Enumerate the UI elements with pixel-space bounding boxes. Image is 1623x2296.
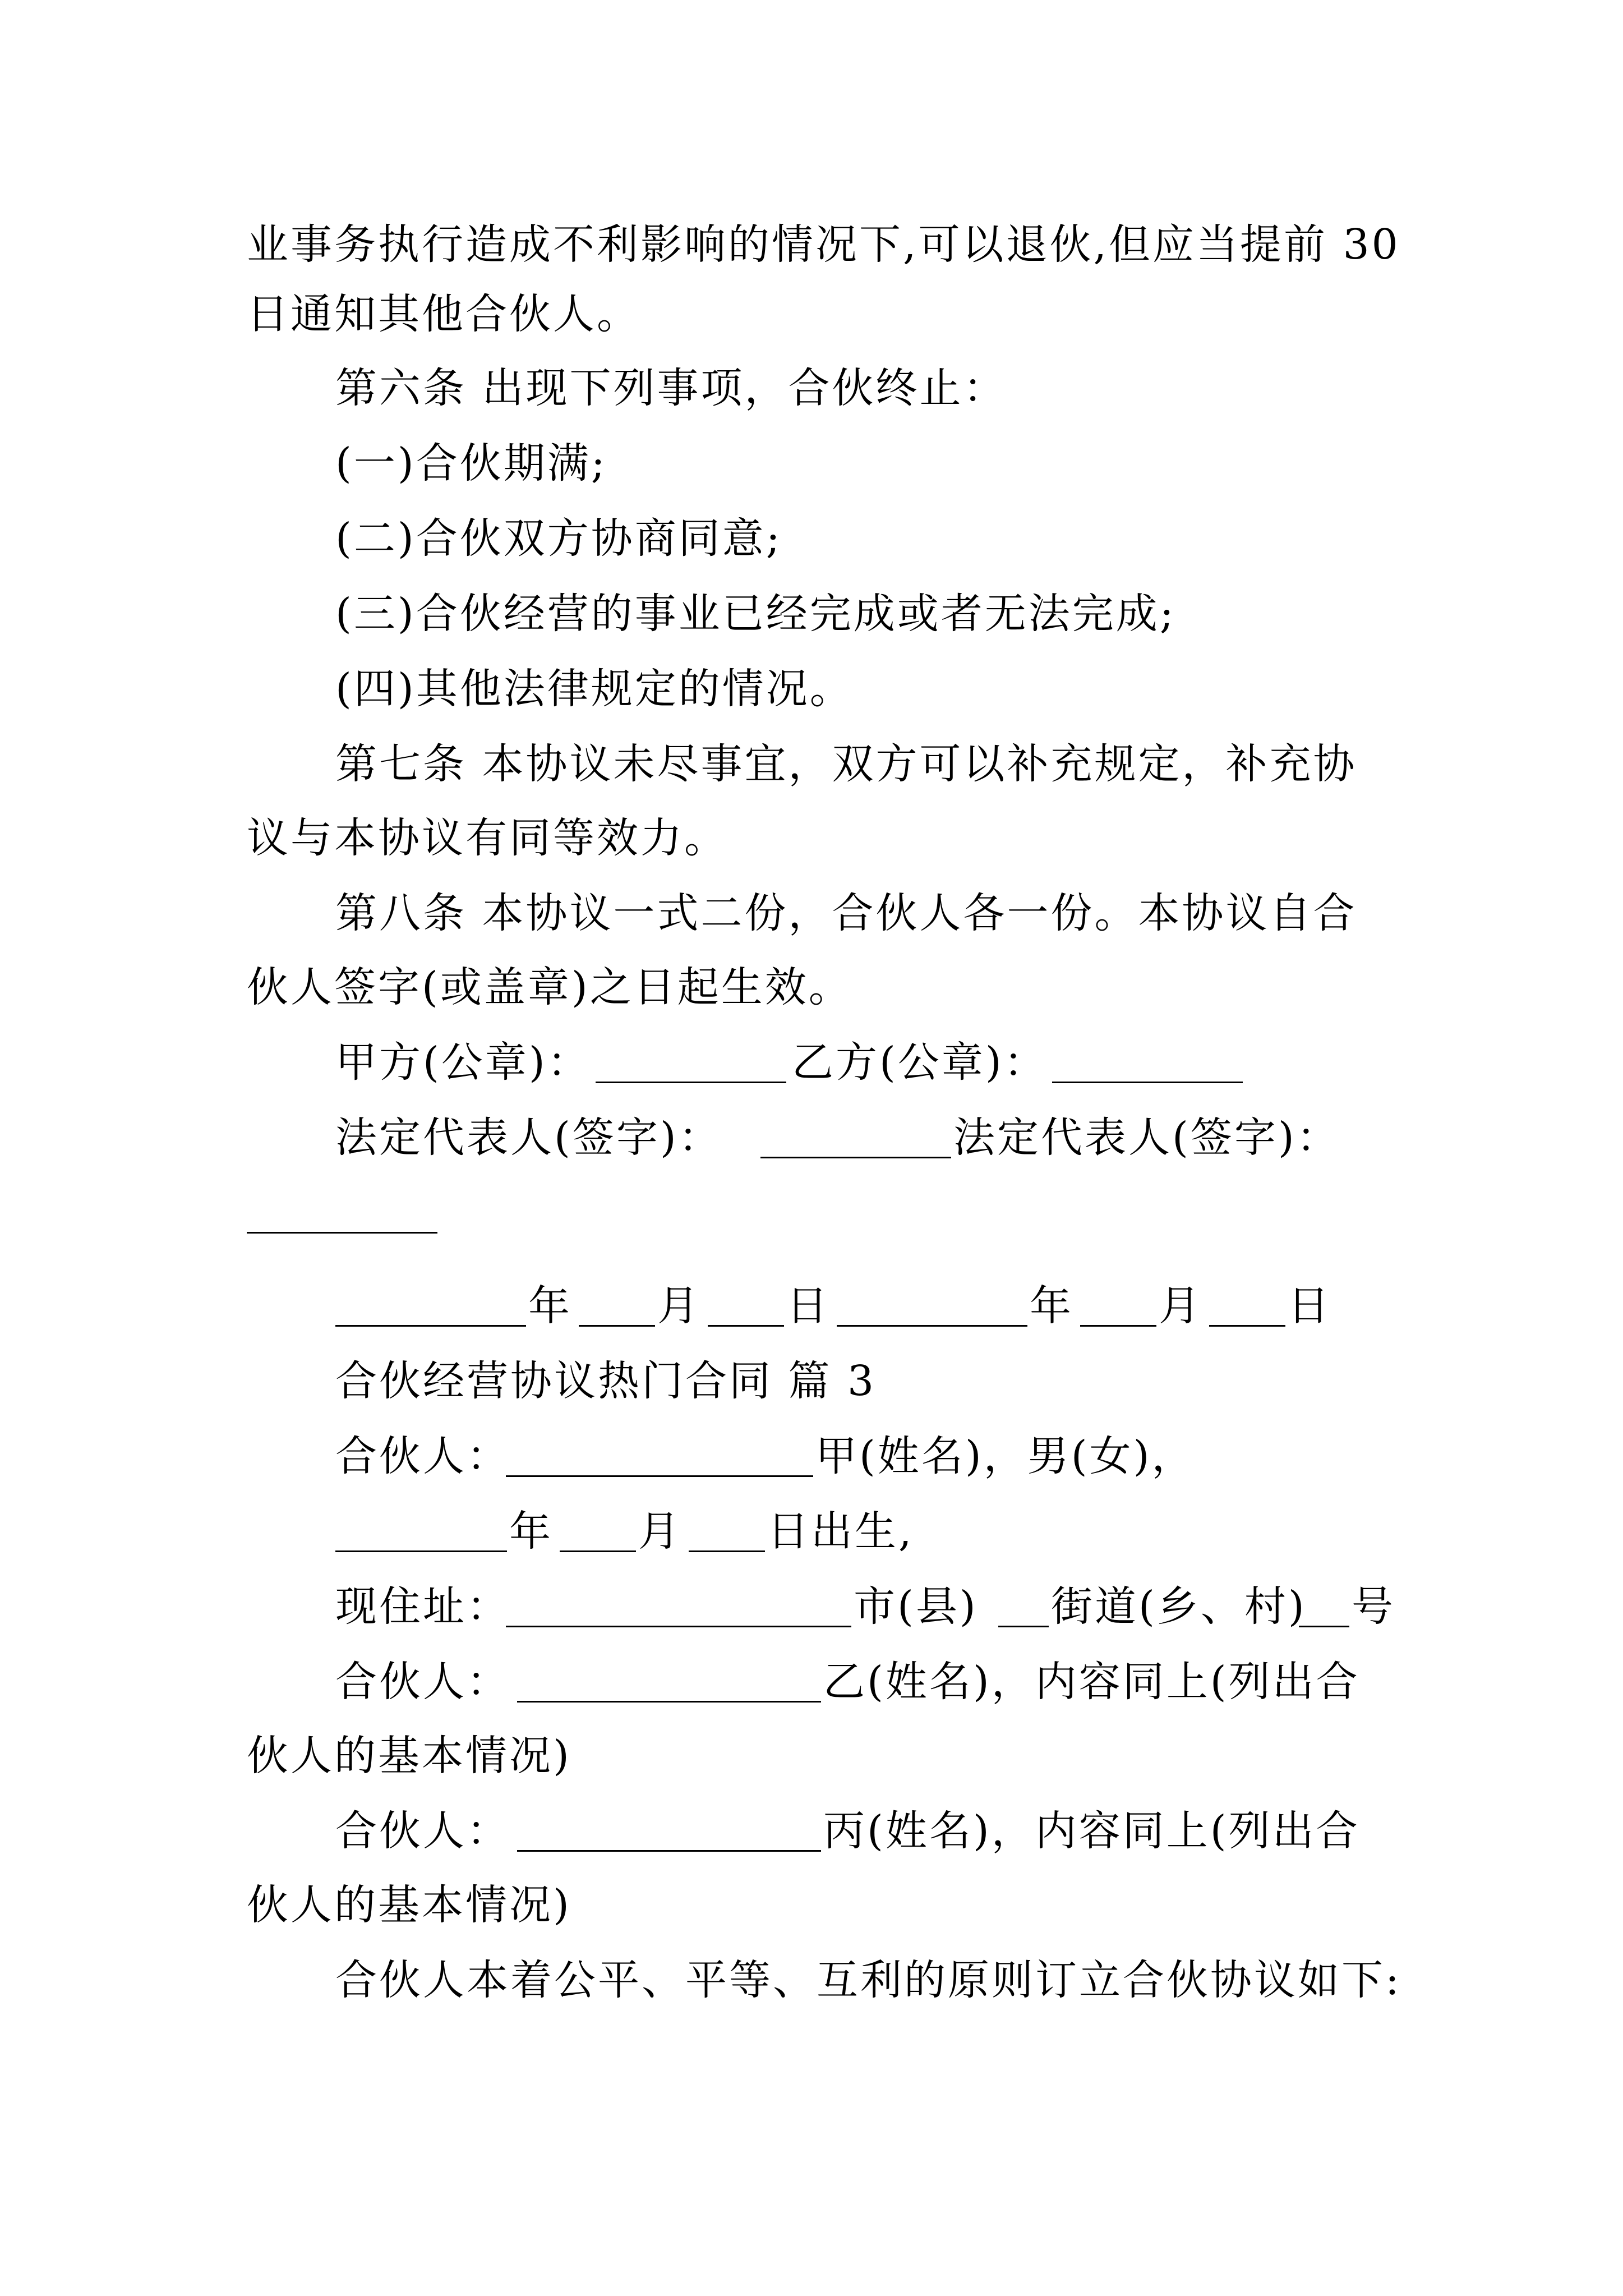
partner-a-detail: 甲(姓名)，男(女)， <box>815 1432 1196 1480</box>
text-line: 合伙人本着公平、平等、互利的原则订立合伙协议如下: <box>335 1956 1401 2004</box>
address-blank <box>1299 1626 1349 1627</box>
birth-day-blank <box>689 1550 765 1552</box>
partner-label: 合伙人： <box>335 1807 510 1855</box>
party-b-seal-label: 乙方(公章)： <box>792 1038 1048 1087</box>
article-heading: 第八条 本协议一式二份，合伙人各一份。本协议自合 <box>335 889 1357 937</box>
date-blank <box>579 1325 655 1327</box>
partner-c-detail: 丙(姓名)，内容同上(列出合 <box>823 1807 1360 1855</box>
date-year-label: 年 <box>1030 1282 1073 1330</box>
date-blank <box>837 1325 1027 1327</box>
article-heading: 第六条 出现下列事项，合伙终止： <box>335 364 1007 412</box>
signature-blank <box>1052 1082 1243 1083</box>
list-item: (四)其他法律规定的情况。 <box>335 665 854 713</box>
birth-month-blank <box>560 1550 636 1552</box>
section-heading: 合伙经营协议热门合同 篇 3 <box>335 1357 877 1405</box>
partner-label: 合伙人： <box>335 1432 510 1480</box>
text-line: 议与本协议有同等效力。 <box>247 814 728 862</box>
date-blank <box>1209 1325 1285 1327</box>
address-city-label: 市(县) <box>854 1582 978 1631</box>
address-blank <box>998 1626 1049 1627</box>
list-item: (二)合伙双方协商同意; <box>335 514 782 563</box>
date-blank <box>708 1325 784 1327</box>
date-blank <box>1080 1325 1156 1327</box>
date-month-label: 月 <box>657 1282 701 1330</box>
signature-blank <box>596 1082 786 1083</box>
signature-blank <box>760 1157 951 1158</box>
birth-year-label: 年 <box>509 1507 553 1556</box>
date-day-label: 日 <box>786 1282 830 1330</box>
party-a-seal-label: 甲方(公章)： <box>335 1038 591 1087</box>
list-item: (一)合伙期满; <box>335 439 607 487</box>
text-line: 业事务执行造成不利影响的情况下,可以退伙,但应当提前 30 <box>247 220 1400 269</box>
text-line: 日通知其他合伙人。 <box>247 290 640 338</box>
birth-year-blank <box>335 1550 507 1552</box>
birth-month-label: 月 <box>638 1507 682 1556</box>
date-blank <box>335 1325 526 1327</box>
birth-day-label: 日出生, <box>767 1507 914 1556</box>
date-year-label: 年 <box>528 1282 572 1330</box>
partner-b-detail: 乙(姓名)，内容同上(列出合 <box>823 1658 1360 1706</box>
date-month-label: 月 <box>1159 1282 1202 1330</box>
signature-blank <box>247 1232 437 1234</box>
article-heading: 第七条 本协议未尽事宜，双方可以补充规定，补充协 <box>335 740 1357 788</box>
address-blank <box>506 1626 851 1627</box>
address-label: 现住址： <box>335 1582 510 1631</box>
party-a-rep-label: 法定代表人(签字)： <box>335 1114 722 1162</box>
partner-name-blank <box>506 1475 813 1477</box>
date-day-label: 日 <box>1288 1282 1331 1330</box>
text-line: 伙人签字(或盖章)之日起生效。 <box>247 963 852 1011</box>
text-line: 伙人的基本情况) <box>247 1732 571 1780</box>
address-street-label: 街道(乡、村) <box>1051 1582 1307 1631</box>
list-item: (三)合伙经营的事业已经完成或者无法完成; <box>335 590 1176 638</box>
partner-name-blank <box>517 1850 821 1852</box>
text-line: 伙人的基本情况) <box>247 1881 571 1929</box>
party-b-rep-label: 法定代表人(签字)： <box>953 1114 1340 1162</box>
partner-name-blank <box>517 1701 821 1703</box>
partner-label: 合伙人： <box>335 1658 510 1706</box>
address-number-label: 号 <box>1352 1582 1395 1631</box>
